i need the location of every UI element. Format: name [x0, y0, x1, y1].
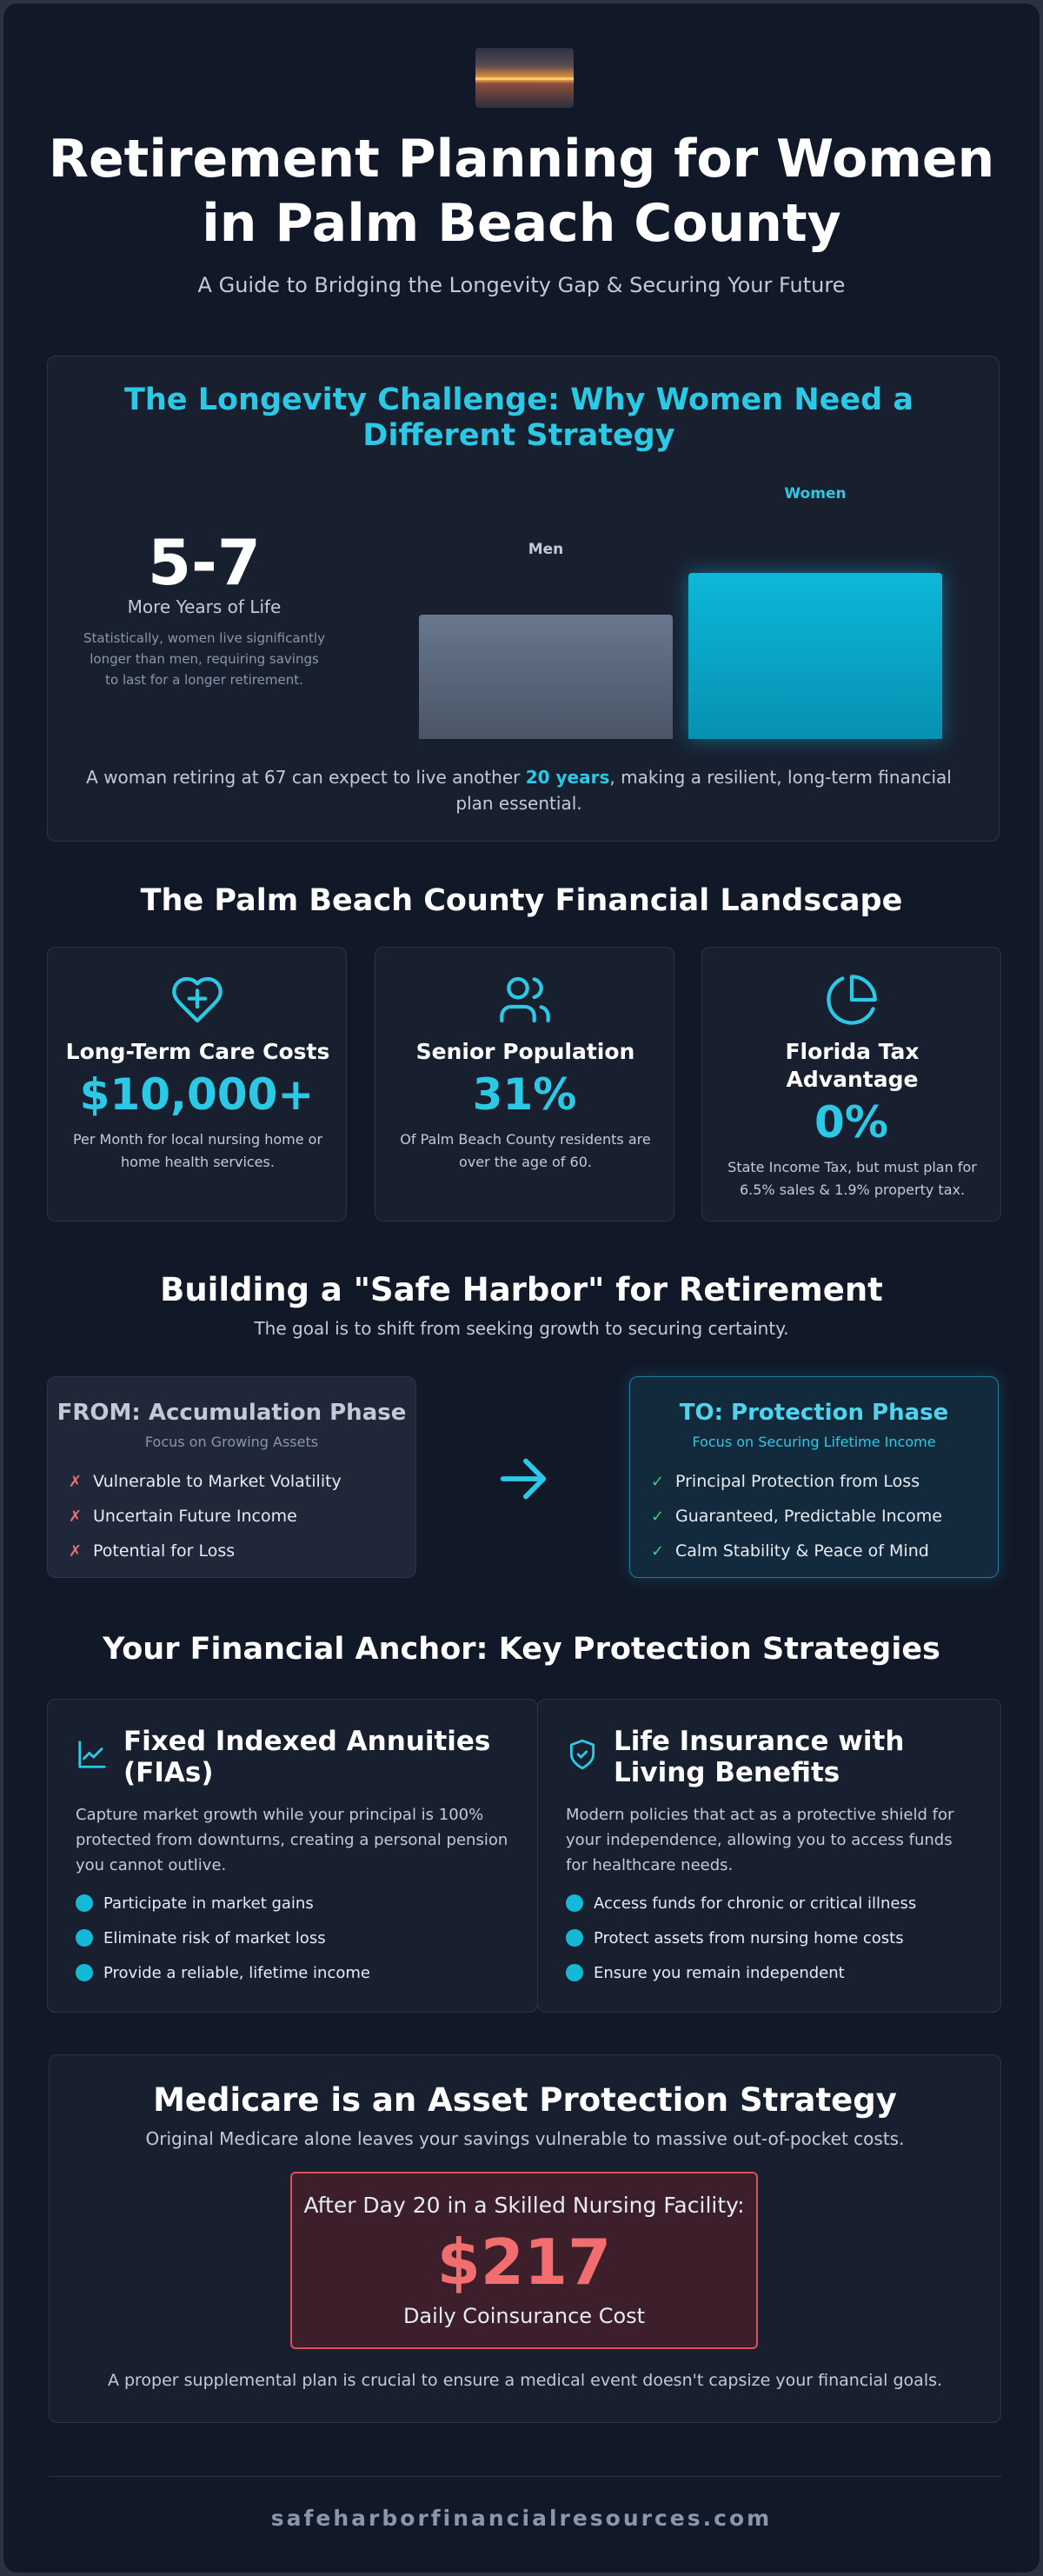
- landscape-card-tax: [701, 947, 1001, 1221]
- shield-check-icon: [566, 1738, 599, 1771]
- strategy-heading: Life Insurance with Living Benefits: [614, 1726, 905, 1788]
- footer-website: safeharborfinancialresources.com: [270, 2506, 773, 2531]
- accumulation-phase-card: [47, 1376, 416, 1578]
- phase-subtitle: Focus on Growing Assets: [144, 1434, 319, 1450]
- strategies-title: Your Financial Anchor: Key Protection Strategies: [103, 1632, 940, 1667]
- bullet-dot-icon: [566, 1894, 583, 1912]
- arrow-right-icon: [491, 1448, 555, 1509]
- harbor-subtitle: The goal is to shift from seeking growth to securing certainty.: [254, 1318, 789, 1339]
- list-item: [76, 1921, 370, 1956]
- list-item: [566, 1956, 916, 1991]
- bullet-dot-icon: [76, 1929, 93, 1947]
- users-icon: [497, 972, 553, 1028]
- list-item: [69, 1534, 342, 1568]
- check-mark-icon: ✓: [651, 1542, 665, 1561]
- strategy-heading: Fixed Indexed Annuities (FIAs): [123, 1726, 491, 1788]
- list-item-label: Vulnerable to Market Volatility: [93, 1472, 342, 1491]
- bullet-dot-icon: [566, 1929, 583, 1947]
- bar-men: [419, 615, 673, 739]
- list-item: [566, 1921, 916, 1956]
- x-mark-icon: ✗: [69, 1508, 83, 1526]
- list-item-label: Potential for Loss: [93, 1541, 236, 1561]
- landscape-card-heading: Long-Term Care Costs: [65, 1039, 330, 1064]
- list-item-label: Ensure you remain independent: [594, 1964, 845, 1982]
- page-title: [3, 127, 1040, 256]
- phase-title: FROM: Accumulation Phase: [56, 1400, 407, 1426]
- landscape-card-desc: State Income Tax, but must plan for 6.5% sales & 1.9% property tax.: [727, 1159, 977, 1198]
- medicare-footnote: A proper supplemental plan is crucial to ensure a medical event doesn't capsize your financial goals.: [107, 2371, 943, 2390]
- list-item-label: Guaranteed, Predictable Income: [675, 1507, 942, 1526]
- bar-label-men: Men: [528, 541, 564, 558]
- longevity-card: [47, 356, 1000, 842]
- strategy-desc: Modern policies that act as a protective shield for your independence, allowing you to access funds for healthcare needs.: [566, 1806, 954, 1874]
- bullet-dot-icon: [566, 1964, 583, 1981]
- cost-caption: Daily Coinsurance Cost: [402, 2304, 646, 2328]
- landscape-card-seniors: [375, 947, 674, 1221]
- check-mark-icon: ✓: [651, 1508, 665, 1526]
- landscape-card-value: 0%: [814, 1097, 888, 1148]
- list-item: [76, 1956, 370, 1991]
- check-mark-icon: ✓: [651, 1473, 665, 1491]
- medicare-subtitle: Original Medicare alone leaves your savings vulnerable to massive out-of-pocket costs.: [145, 2128, 905, 2149]
- list-item: [566, 1887, 916, 1921]
- medicare-card: [49, 2054, 1001, 2423]
- strategy-list: [566, 1887, 916, 1991]
- list-item-label: Eliminate risk of market loss: [103, 1929, 326, 1947]
- list-item: [76, 1887, 370, 1921]
- longevity-footnote: [83, 764, 955, 816]
- harbor-title: Building a "Safe Harbor" for Retirement: [160, 1271, 883, 1308]
- protection-phase-card: [629, 1376, 999, 1578]
- phase-subtitle: Focus on Securing Lifetime Income: [692, 1434, 936, 1450]
- longevity-stat: 5-7: [147, 526, 262, 599]
- landscape-card-heading: Florida Tax Advantage: [785, 1039, 920, 1092]
- landscape-card-value: 31%: [472, 1069, 577, 1120]
- bar-label-women: Women: [784, 485, 847, 503]
- sunset-logo: [475, 48, 574, 108]
- footer-divider: [49, 2476, 1001, 2477]
- landscape-title: The Palm Beach County Financial Landscape: [140, 883, 903, 918]
- x-mark-icon: ✗: [69, 1473, 83, 1491]
- list-item-label: Calm Stability & Peace of Mind: [675, 1541, 929, 1561]
- list-item-label: Access funds for chronic or critical illness: [594, 1894, 917, 1913]
- protection-list: [651, 1464, 942, 1568]
- longevity-title: The Longevity Challenge: Why Women Need a Different Strategy: [123, 383, 914, 453]
- list-item: [69, 1464, 342, 1499]
- infographic-page: [2, 2, 1041, 2574]
- strategy-card-life-insurance: [537, 1699, 1001, 2013]
- landscape-card-desc: Of Palm Beach County residents are over the age of 60.: [400, 1131, 651, 1170]
- strategy-list: [76, 1887, 370, 1991]
- bar-women: [688, 573, 942, 739]
- cost-label: After Day 20 in a Skilled Nursing Facility:: [303, 2193, 745, 2218]
- list-item-label: Protect assets from nursing home costs: [594, 1929, 904, 1947]
- title-line-1: Retirement Planning for Women: [48, 129, 995, 190]
- landscape-card-value: $10,000+: [79, 1069, 315, 1120]
- landscape-card-ltc: [47, 947, 347, 1221]
- list-item-label: Principal Protection from Loss: [675, 1472, 920, 1491]
- pie-chart-icon: [824, 972, 880, 1028]
- bullet-dot-icon: [76, 1964, 93, 1981]
- line-chart-icon: [76, 1738, 109, 1771]
- list-item: [69, 1499, 342, 1534]
- list-item: [651, 1499, 942, 1534]
- list-item-label: Participate in market gains: [103, 1894, 314, 1913]
- bullet-dot-icon: [76, 1894, 93, 1912]
- longevity-foot-post: , making a resilient, long-term financial plan essential.: [455, 767, 952, 814]
- longevity-foot-highlight: 20 years: [525, 767, 610, 788]
- page-subtitle: A Guide to Bridging the Longevity Gap & Securing Your Future: [197, 273, 846, 297]
- longevity-stat-desc: Statistically, women live significantly longer than men, requiring savings to last for a longer retirement.: [83, 630, 325, 688]
- accumulation-list: [69, 1464, 342, 1568]
- x-mark-icon: ✗: [69, 1542, 83, 1561]
- longevity-stat-label: More Years of Life: [127, 596, 282, 617]
- longevity-foot-pre: A woman retiring at 67 can expect to live another: [86, 767, 526, 788]
- list-item: [651, 1464, 942, 1499]
- strategy-card-fia: [47, 1699, 538, 2013]
- heart-plus-icon: [169, 972, 225, 1028]
- cost-value: $217: [436, 2226, 612, 2299]
- medicare-title: Medicare is an Asset Protection Strategy: [153, 2081, 897, 2119]
- landscape-card-heading: Senior Population: [415, 1039, 635, 1064]
- phase-title: TO: Protection Phase: [679, 1400, 949, 1426]
- list-item-label: Provide a reliable, lifetime income: [103, 1964, 370, 1982]
- title-line-2: in Palm Beach County: [202, 193, 841, 254]
- landscape-card-desc: Per Month for local nursing home or home health services.: [72, 1131, 323, 1170]
- strategy-desc: Capture market growth while your principal is 100% protected from downturns, creating a personal pension you cannot outlive.: [76, 1806, 508, 1874]
- list-item-label: Uncertain Future Income: [93, 1507, 297, 1526]
- cost-callout: [290, 2172, 758, 2349]
- list-item: [651, 1534, 942, 1568]
